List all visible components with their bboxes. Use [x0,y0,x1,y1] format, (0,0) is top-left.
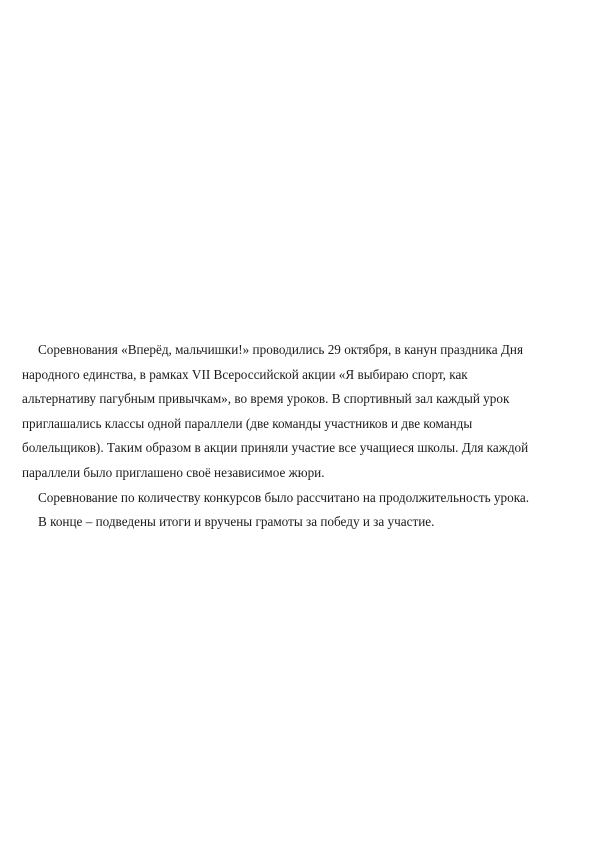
paragraph-1-line-4: приглашались классы одной параллели (две команды участников и две команды [22,415,473,431]
paragraph-1-line-5: болельщиков). Таким образом в акции приняли участие все учащиеся школы. Для каждой [22,440,529,456]
paragraph-1-line-1: Соревнования «Вперёд, мальчишки!» проводились 29 октября, в канун праздника Дня [38,342,524,357]
paragraph-2: Соревнование по количеству конкурсов было рассчитано на продолжительность урока. [38,489,530,505]
paragraph-1-line-3: альтернативу пагубным привычкам», во время уроков. В спортивный зал каждый урок [22,391,510,407]
paragraph-1-line-6: параллели было приглашено своё независимое жюри. [22,464,325,480]
body-text [22,338,574,535]
paragraph-1-line-2: народного единства, в рамках VII Всероссийской акции «Я выбираю спорт, как [22,366,468,382]
paragraph-3: В конце – подведены итоги и вручены грамоты за победу и за участие. [38,514,435,530]
